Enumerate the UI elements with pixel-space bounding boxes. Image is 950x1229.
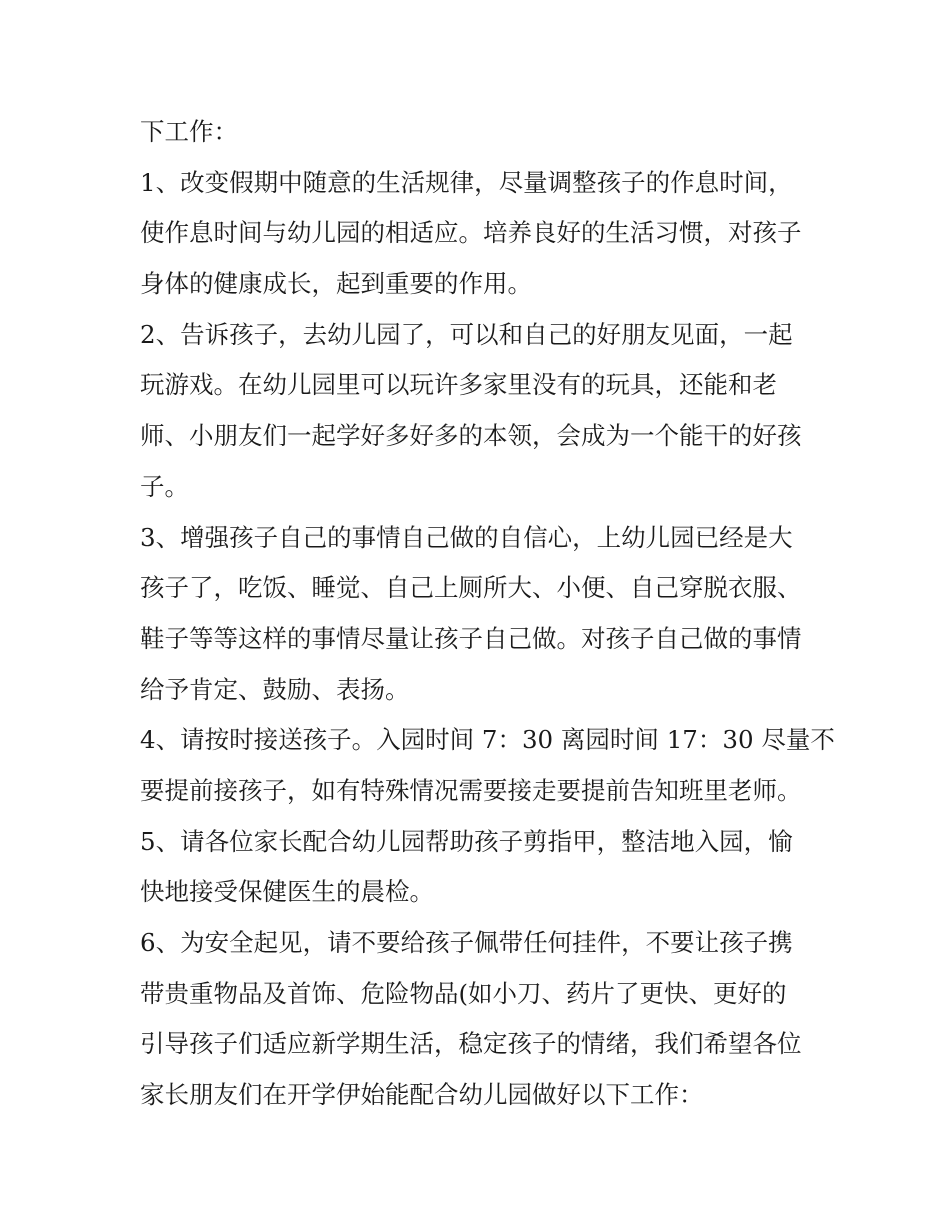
- text-line: 使作息时间与幼儿园的相适应。培养良好的生活习惯，对孩子: [140, 218, 802, 248]
- text-line: 5、请各位家长配合幼儿园帮助孩子剪指甲，整洁地入园，愉: [140, 826, 793, 856]
- text-line: 下工作：: [140, 117, 238, 146]
- text-line: 师、小朋友们一起学好多好多的本领，会成为一个能干的好孩: [140, 421, 802, 451]
- text-line: 子。: [140, 471, 189, 501]
- text-line: 4、请按时接送孩子。入园时间 7：30 离园时间 17：30 尽量不: [140, 725, 835, 755]
- text-line: 3、增强孩子自己的事情自己做的自信心，上幼儿园已经是大: [140, 522, 793, 552]
- text-line: 带贵重物品及首饰、危险物品(如小刀、药片了更快、更好的: [140, 978, 787, 1008]
- text-line: 快地接受保健医生的晨检。: [140, 877, 434, 907]
- text-line: 孩子了，吃饭、睡觉、自己上厕所大、小便、自己穿脱衣服、: [140, 573, 802, 603]
- text-line: 要提前接孩子，如有特殊情况需要接走要提前告知班里老师。: [140, 775, 802, 805]
- text-line: 玩游戏。在幼儿园里可以玩许多家里没有的玩具，还能和老: [140, 370, 777, 400]
- text-line: 家长朋友们在开学伊始能配合幼儿园做好以下工作：: [140, 1080, 704, 1110]
- text-line: 6、为安全起见，请不要给孩子佩带任何挂件，不要让孩子携: [140, 928, 793, 957]
- text-line: 身体的健康成长，起到重要的作用。: [140, 269, 532, 299]
- text-line: 给予肯定、鼓励、表扬。: [140, 674, 410, 704]
- text-line: 2、告诉孩子，去幼儿园了，可以和自己的好朋友见面，一起: [140, 319, 793, 349]
- document-body: [140, 107, 835, 1121]
- text-line: 鞋子等等这样的事情尽量让孩子自己做。对孩子自己做的事情: [140, 623, 802, 653]
- text-line: 1、改变假期中随意的生活规律，尽量调整孩子的作息时间，: [140, 167, 793, 197]
- text-line: 引导孩子们适应新学期生活，稳定孩子的情绪，我们希望各位: [140, 1029, 802, 1059]
